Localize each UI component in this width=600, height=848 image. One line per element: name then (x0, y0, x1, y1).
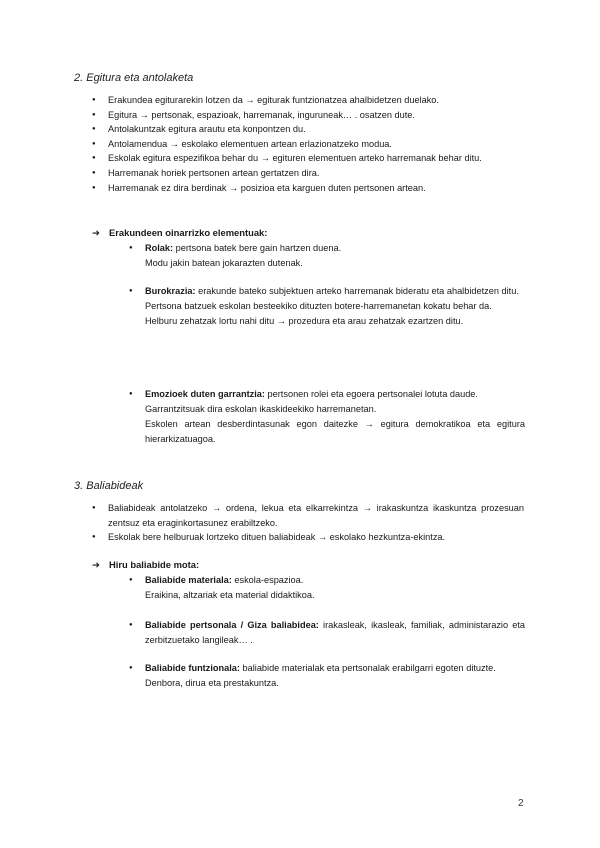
item-text: Helburu zehatzak lortu nahi ditu → prozedura eta arau zehatzak ezartzen ditu. (145, 316, 464, 326)
section-2-bullet-list (92, 93, 524, 195)
list-item (129, 661, 525, 691)
item-text: pertsona batek bere gain hartzen duena. (175, 243, 342, 253)
item-text: baliabide materialak eta pertsonalak erabilgarri egoten dituzte. (242, 663, 496, 673)
list-item (129, 387, 525, 447)
item-text: Modu jakin batean jokarazten dutenak. (145, 258, 303, 268)
subheading-text: Erakundeen oinarrizko elementuak: (109, 227, 268, 238)
item-text: Pertsona batzuek eskolan besteekiko dituzten botere-harremanetan kokatu behar da. (145, 301, 492, 311)
item-text: Garrantzitsuak dira eskolan ikaskideekiko harremanetan. (145, 404, 377, 414)
list-item: ● Erakundea egiturarekin lotzen da → egiturak funtzionatzea ahalbidetzen duelako. (92, 93, 524, 108)
list-item: ● Eskolak egitura espezifikoa behar du → egituren elementuen arteko harremanak behar ditu. (92, 151, 524, 166)
term-label: Emozioek duten garrantzia: (145, 389, 265, 399)
list-item (129, 573, 525, 603)
item-text: irakasleak, ikasleak, familiak, administarazio eta zerbitzuetako langileak… . (145, 620, 525, 645)
list-item (129, 618, 525, 648)
subheading-text: Hiru baliabide mota: (109, 559, 200, 570)
list-item: ● Baliabideak antolatzeko → ordena, lekua eta elkarrekintza → irakaskuntza ikaskuntza prozesuan zentsuz eta eraginkortasunez erabiltzeko. (92, 501, 524, 530)
section-2-subheading (92, 226, 267, 240)
page-number: 2 (518, 798, 524, 809)
item-text: Eskolen artean desberdintasunak egon daitezke → egitura demokratikoa eta egitura hierarkizatuagoa. (145, 419, 525, 444)
section-2-title: 2. Egitura eta antolaketa (74, 72, 194, 84)
section-2-element-list (129, 284, 525, 329)
list-item (129, 284, 525, 329)
section-3-bullet-list (92, 501, 524, 545)
arrow-right-icon: ➔ (92, 227, 100, 238)
section-3-resource-list (129, 573, 525, 603)
list-item: ● Antolakuntzak egitura arautu eta konpontzen du. (92, 122, 524, 137)
list-item: ● Antolamendua → eskolako elementuen artean erlazionatzeko modua. (92, 137, 524, 152)
item-text: Eraikina, altzariak eta material didaktikoa. (145, 590, 315, 600)
list-item: ● Eskolak bere helburuak lortzeko dituen baliabideak → eskolako hezkuntza-ekintza. (92, 530, 524, 545)
term-label: Baliabide funtzionala: (145, 663, 240, 673)
section-3-title: 3. Baliabideak (74, 480, 144, 492)
list-item: ● Harremanak ez dira berdinak → posizioa eta karguen duten pertsonen artean. (92, 181, 524, 196)
term-label: Burokrazia: (145, 286, 196, 296)
arrow-right-icon: ➔ (92, 559, 100, 570)
section-3-subheading (92, 558, 199, 572)
list-item: ● Egitura → pertsonak, espazioak, harremanak, inguruneak… . osatzen dute. (92, 108, 524, 123)
item-text: Denbora, dirua eta prestakuntza. (145, 678, 279, 688)
section-3-resource-list (129, 618, 525, 648)
section-2-element-list (129, 241, 525, 271)
section-2-element-list (129, 387, 525, 447)
list-item: ● Harremanak horiek pertsonen artean gertatzen dira. (92, 166, 524, 181)
item-text: erakunde bateko subjektuen arteko harremanak bideratu eta ahalbidetzen ditu. (198, 286, 519, 296)
term-label: Baliabide pertsonala / Giza baliabidea: (145, 620, 319, 630)
term-label: Baliabide materiala: (145, 575, 232, 585)
item-text: pertsonen rolei eta egoera pertsonalei lotuta daude. (267, 389, 478, 399)
section-3-resource-list (129, 661, 525, 691)
list-item (129, 241, 525, 271)
term-label: Rolak: (145, 243, 174, 253)
item-text: eskola-espazioa. (234, 575, 304, 585)
